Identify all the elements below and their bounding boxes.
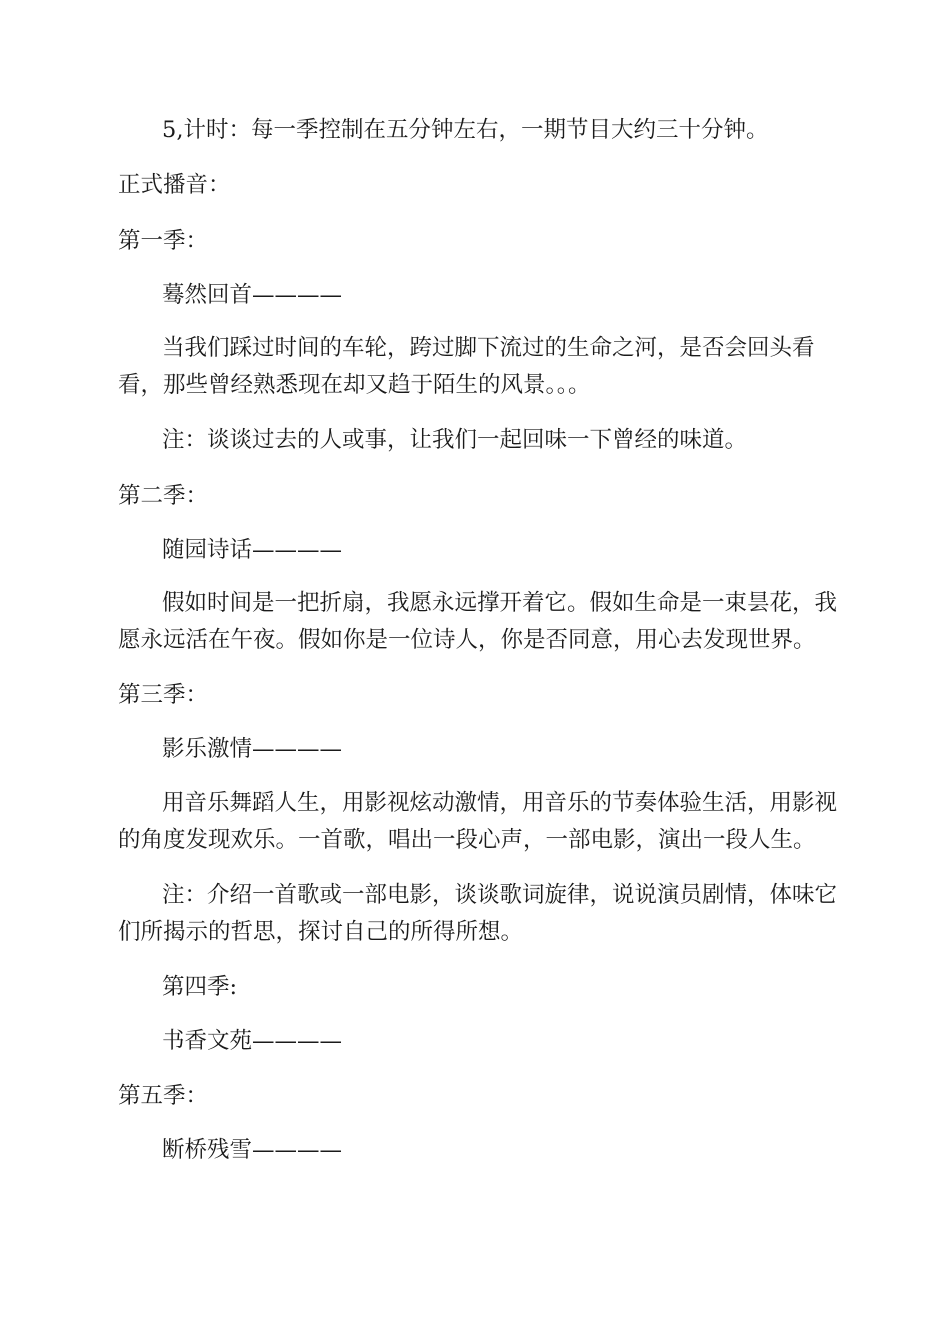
- season-1-intro-line-2: 看，那些曾经熟悉现在却又趋于陌生的风景。。。: [118, 372, 591, 398]
- season-4-heading: 第四季:: [162, 974, 238, 1000]
- season-1-title: 蓦然回首————: [162, 282, 343, 308]
- season-2-title: 随园诗话————: [162, 537, 343, 563]
- season-2-intro-line-1: 假如时间是一把折扇，我愿永远撑开着它。假如生命是一束昙花，我: [162, 590, 838, 616]
- season-3-title: 影乐激情————: [162, 736, 343, 762]
- season-1-note: 注：谈谈过去的人或事，让我们一起回味一下曾经的味道。: [162, 427, 748, 453]
- season-1-intro-line-1: 当我们踩过时间的车轮，跨过脚下流过的生命之河，是否会回头看: [162, 335, 815, 361]
- broadcast-heading: 正式播音：: [118, 172, 231, 198]
- season-3-note-line-2: 们所揭示的哲思，探讨自己的所得所想。: [118, 919, 524, 945]
- season-2-intro-line-2: 愿永远活在午夜。假如你是一位诗人，你是否同意，用心去发现世界。: [118, 627, 816, 653]
- season-5-heading: 第五季：: [118, 1083, 209, 1109]
- timing-note: 5,计时：每一季控制在五分钟左右，一期节目大约三十分钟。: [162, 117, 769, 143]
- season-3-heading: 第三季：: [118, 682, 209, 708]
- season-3-intro-line-1: 用音乐舞蹈人生，用影视炫动激情，用音乐的节奏体验生活，用影视: [162, 790, 838, 816]
- season-3-intro-line-2: 的角度发现欢乐。一首歌，唱出一段心声，一部电影，演出一段人生。: [118, 827, 816, 853]
- season-3-note-line-1: 注：介绍一首歌或一部电影，谈谈歌词旋律，说说演员剧情，体味它: [162, 882, 838, 908]
- season-4-title: 书香文苑————: [162, 1028, 343, 1054]
- season-1-heading: 第一季：: [118, 228, 209, 254]
- season-5-title: 断桥残雪————: [162, 1137, 343, 1163]
- season-2-heading: 第二季：: [118, 483, 209, 509]
